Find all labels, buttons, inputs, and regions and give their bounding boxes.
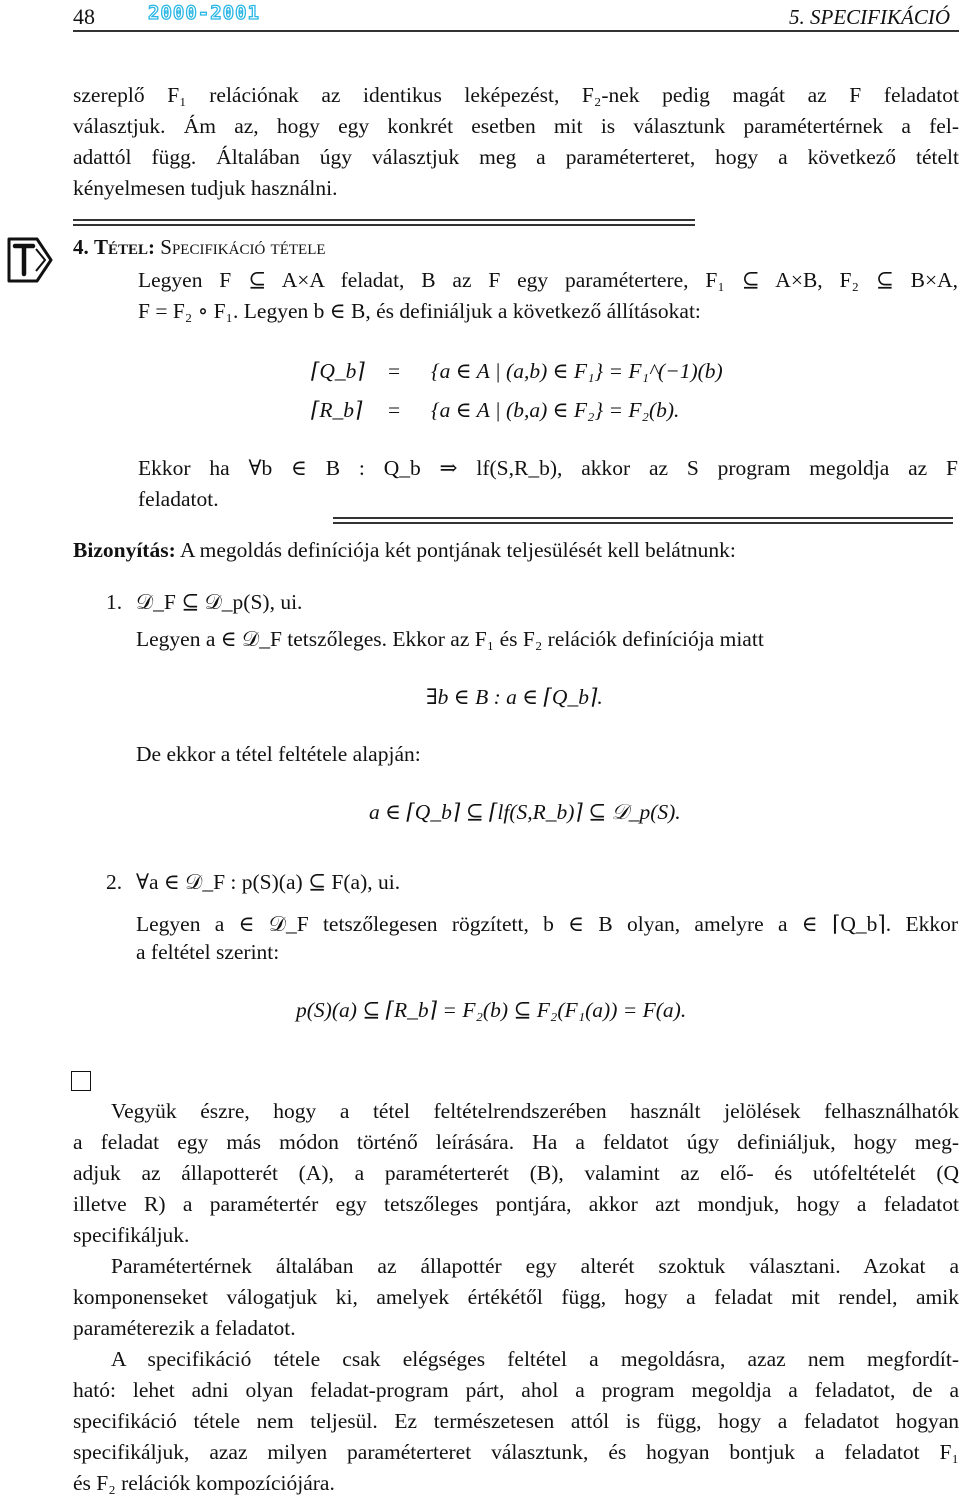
proof-intro: A megoldás definíciója két pontjának teljesülését kell belátnunk: [179,538,736,562]
paragraph-3-line-2: ható: lehet adni olyan feladat-program párt, ahol a program megoldja a feladatot, de a [73,1378,959,1402]
paragraph-2-line-2: komponenseket válogatjuk ki, amelyek értékétől függ, hogy a feladat mit rendel, amik [73,1285,959,1309]
paragraph-1-line-2: a feladat egy más módon történő leírására. Ha a feldatot úgy definiáljuk, hogy meg- [73,1130,959,1154]
qed-square-icon [71,1071,91,1091]
eq2-rhs: {a ∈ A | (b,a) ∈ F₂} = F₂(b). [431,398,680,422]
theorem-rule-top-1 [73,219,695,221]
theorem-heading [73,235,326,260]
paragraph-2-line-1: Paramétertérnek általában az állapottér egy alterét szoktuk választani. Azokat a [111,1254,959,1278]
paragraph-3-line-3: specifikáció tétele nem teljesül. Ez természetesen attól is függ, hogy a feladatot hogyan [73,1409,959,1433]
year-logo: 2000-2001 [148,2,260,24]
theorem-conclusion-1: Ekkor ha ∀b ∈ B : Q_b ⇒ lf(S,R_b), akkor az S program megoldja az F [138,456,958,480]
proof-item-1: 𝒟_F ⊆ 𝒟_p(S), ui. [136,590,303,614]
proof-item-2-line-1: Legyen a ∈ 𝒟_F tetszőlegesen rögzített, b ∈ B olyan, amelyre a ∈ ⌈Q_b⌉. Ekkor [136,912,958,936]
paragraph-3-line-5: és F₂ relációk kompozíciójára. [73,1471,335,1495]
paragraph-1-line-4: illetve R) a paramétertér egy tetszőleges pontjára, akkor azt mondjuk, hogy a feladatot [73,1192,959,1216]
theorem-rule-bottom-2 [333,522,953,524]
header-rule [73,30,959,32]
proof-label: Bizonyítás: [73,538,176,562]
proof-item-1-line-1: Legyen a ∈ 𝒟_F tetszőleges. Ekkor az F₁ és F₂ relációk definíciója miatt [136,627,764,651]
theorem-t-icon [3,231,55,289]
theorem-title: Specifikáció tétele [160,235,326,259]
proof-intro-line [73,535,959,566]
paragraph-3-line-1: A specifikáció tétele csak elégséges feltétel a megoldásra, azaz nem megfordít- [111,1347,959,1371]
theorem-label: Tétel: [94,235,156,259]
proof-item-2-line-2: a feltétel szerint: [136,940,280,964]
chapter-title: 5. SPECIFIKÁCIÓ [789,5,950,29]
paragraph-3-line-4: specifikáljuk, azaz milyen paraméterteret választunk, és hogyan bontjuk a feladatot F₁ [73,1440,959,1464]
intro-line-3: adattól függ. Általában úgy választjuk meg a paraméterteret, hogy a következő tételt [73,145,959,169]
proof-item-2: ∀a ∈ 𝒟_F : p(S)(a) ⊆ F(a), ui. [136,870,401,894]
theorem-rule-top-2 [73,224,695,226]
intro-line-4: kényelmesen tudjuk használni. [73,176,338,200]
proof-item-2-eq: p(S)(a) ⊆ ⌈R_b⌉ = F₂(b) ⊆ F₂(F₁(a)) = F(a). [296,998,687,1022]
eq1-rhs: {a ∈ A | (a,b) ∈ F₁} = F₁^(−1)(b) [431,359,723,383]
proof-item-1-eq-2: a ∈ ⌈Q_b⌉ ⊆ ⌈lf(S,R_b)⌉ ⊆ 𝒟_p(S). [369,800,681,824]
proof-item-1-eq-1: ∃b ∈ B : a ∈ ⌈Q_b⌉. [426,685,603,709]
theorem-line-1: Legyen F ⊆ A×A feladat, B az F egy paramétertere, F₁ ⊆ A×B, F₂ ⊆ B×A, [138,268,958,292]
paragraph-2-line-3: paraméterezik a feladatot. [73,1316,296,1340]
eq2-lhs: ⌈R_b⌉ [311,398,363,422]
intro-line-1: szereplő F₁ relációnak az identikus leképezést, F₂-nek pedig magát az F feladatot [73,83,959,107]
page-number: 48 [73,4,95,29]
theorem-conclusion-2: feladatot. [138,487,219,511]
proof-item-1-number: 1. [106,590,123,614]
proof-item-2-number: 2. [106,870,123,894]
intro-line-2: választjuk. Ám az, hogy egy konkrét esetben mit is választunk paramétertérnek a fel- [73,114,959,138]
eq1-sign: = [388,359,401,383]
theorem-number: 4. [73,235,89,259]
eq2-sign: = [388,398,401,422]
theorem-line-2: F = F₂ ∘ F₁. Legyen b ∈ B, és definiáljuk a következő állításokat: [138,299,701,323]
eq1-lhs: ⌈Q_b⌉ [311,359,365,383]
paragraph-1-line-3: adjuk az állapotterét (A), a paraméterterét (B), valamint az elő- és utófeltételét (Q [73,1161,959,1185]
paragraph-1-line-5: specifikáljuk. [73,1223,190,1247]
paragraph-1-line-1: Vegyük észre, hogy a tétel feltételrendszerében használt jelölések felhasználhatók [111,1099,959,1123]
theorem-rule-bottom-1 [333,517,953,519]
proof-item-1-line-2: De ekkor a tétel feltétele alapján: [136,742,421,766]
